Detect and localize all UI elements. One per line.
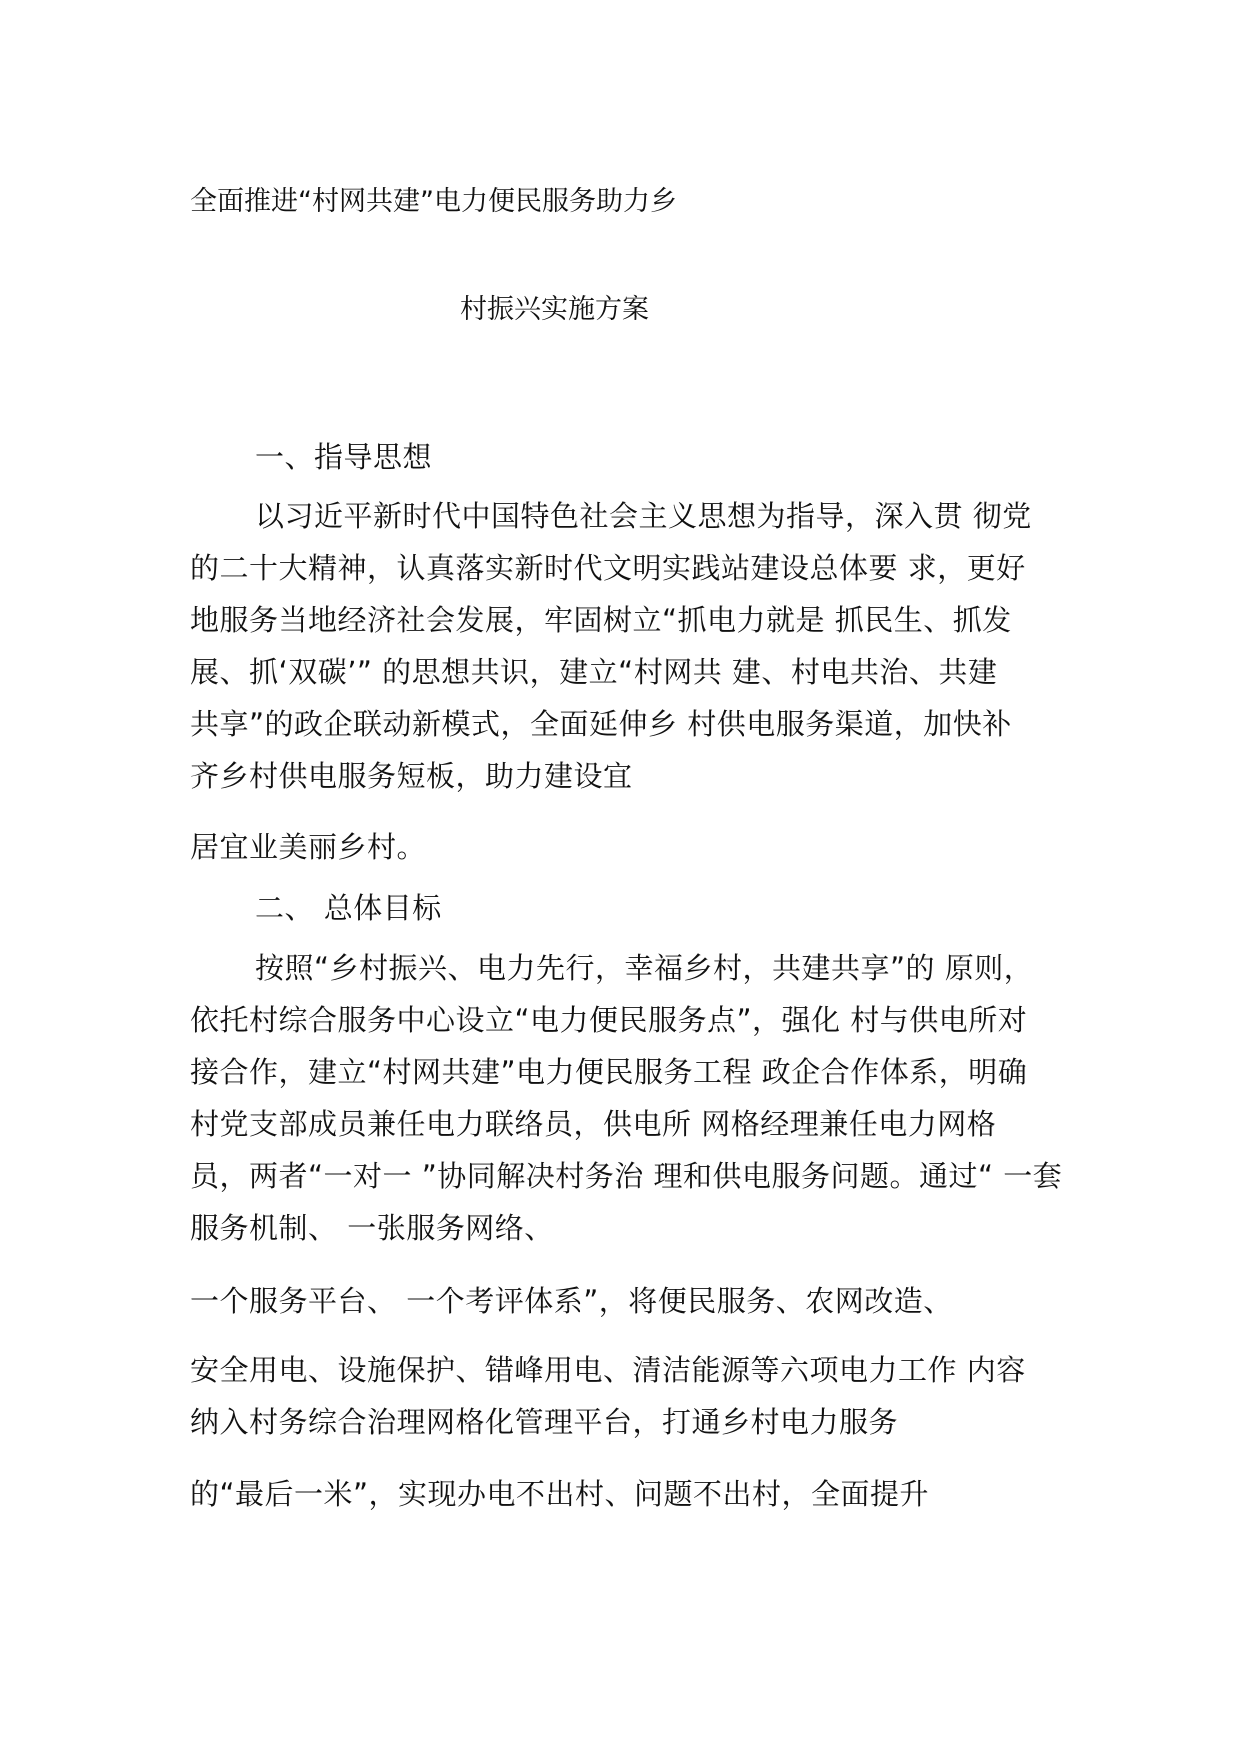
document-title-line-2: 村振兴实施方案 [460, 294, 649, 325]
paragraph-line: 展、抓‘双碳’” 的思想共识，建立“村网共 建、村电共治、共建 [190, 655, 998, 689]
document-title-line-1: 全面推进“村网共建”电力便民服务助力乡 [190, 186, 677, 217]
paragraph-line: 一个服务平台、 一个考评体系”，将便民服务、农网改造、 [190, 1284, 953, 1318]
paragraph-line: 依托村综合服务中心设立“电力便民服务点”，强化 村与供电所对 [190, 1003, 1028, 1037]
paragraph-line: 接合作，建立“村网共建”电力便民服务工程 政企合作体系，明确 [190, 1055, 1028, 1089]
paragraph-line: 的二十大精神，认真落实新时代文明实践站建设总体要 求，更好 [190, 551, 1026, 585]
section-heading-overall-goal: 二、 总体目标 [255, 891, 442, 925]
paragraph-line: 员，两者“一对一 ”协同解决村务治 理和供电服务问题。通过“ 一套 [190, 1159, 1063, 1193]
paragraph-line: 共享”的政企联动新模式，全面延伸乡 村供电服务渠道，加快补 [190, 707, 1012, 741]
paragraph-line: 村党支部成员兼任电力联络员，供电所 网格经理兼任电力网格 [190, 1107, 997, 1141]
paragraph-line: 纳入村务综合治理网格化管理平台，打通乡村电力服务 [190, 1405, 899, 1439]
paragraph-line: 齐乡村供电服务短板，助力建设宜 [190, 759, 633, 793]
paragraph-line: 服务机制、 一张服务网络、 [190, 1211, 554, 1245]
paragraph-line: 以习近平新时代中国特色社会主义思想为指导，深入贯 彻党 [255, 499, 1032, 533]
paragraph-line: 的“最后一米”，实现办电不出村、问题不出村，全面提升 [190, 1477, 930, 1511]
paragraph-line: 居宜业美丽乡村。 [190, 830, 427, 864]
paragraph-line: 地服务当地经济社会发展，牢固树立“抓电力就是 抓民生、抓发 [190, 603, 1012, 637]
paragraph-line: 安全用电、设施保护、错峰用电、清洁能源等六项电力工作 内容 [190, 1353, 1026, 1387]
section-heading-guiding-thought: 一、指导思想 [255, 440, 433, 474]
paragraph-line: 按照“乡村振兴、电力先行，幸福乡村，共建共享”的 原则， [255, 951, 1034, 985]
